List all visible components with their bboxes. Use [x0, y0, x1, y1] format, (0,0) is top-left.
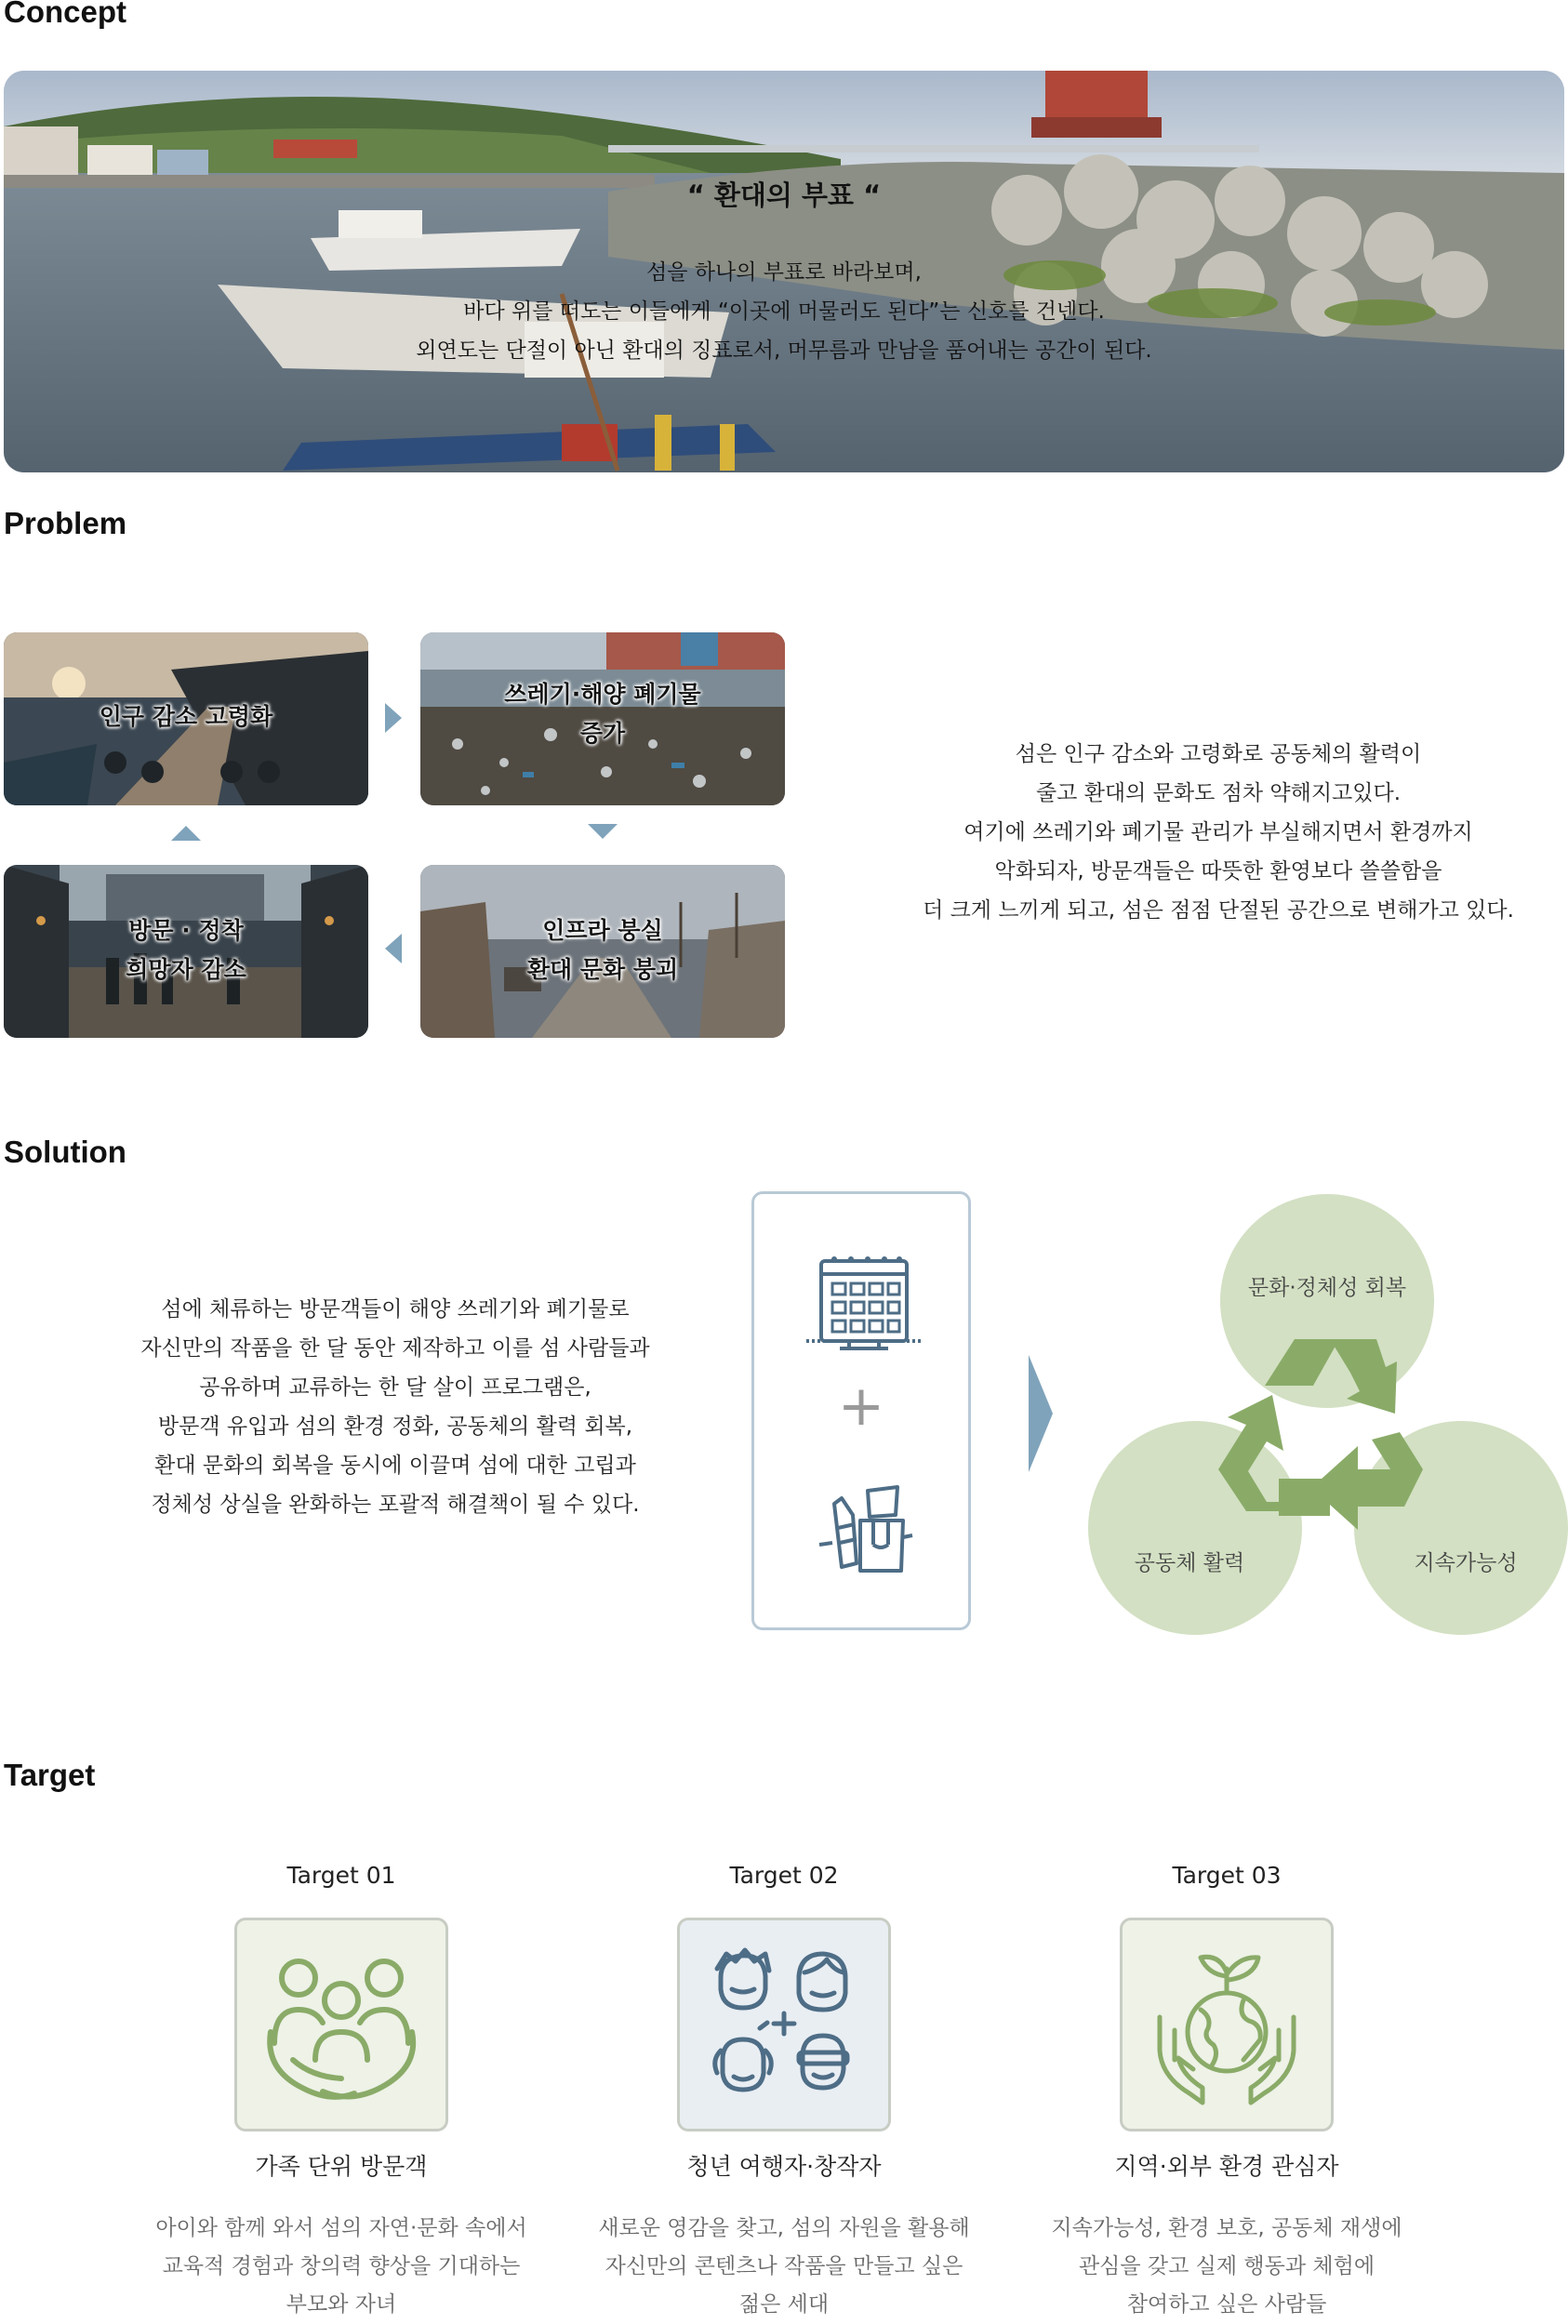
problem-card-aging [4, 632, 368, 805]
target-3-name: 지역·외부 환경 관심자 [1114, 2153, 1339, 2180]
family-hug-icon [237, 1920, 445, 2129]
target-3-description [1003, 2210, 1450, 2324]
target-1-icon-box [234, 1918, 448, 2131]
solution-paragraph-line-6: 정체성 상실을 완화하는 포괄적 해결책이 될 수 있다. [151, 1493, 640, 1517]
target-1-description [118, 2210, 565, 2324]
target-2-description [561, 2210, 1007, 2324]
concept-text-overlay [4, 71, 1564, 472]
trash-bottles-icon [814, 1478, 916, 1580]
problem-card-infrastructure [420, 865, 785, 1038]
problem-card-infrastructure-label-1: 인프라 붕실 [542, 917, 663, 944]
target-2-desc-line-2: 자신만의 콘텐츠나 작품을 만들고 싶은 [605, 2254, 963, 2278]
solution-paragraph [102, 1290, 688, 1524]
arrow-down-icon [586, 822, 619, 841]
target-2-icon-box [677, 1918, 891, 2131]
problem-paragraph-line-2: 줄고 환대의 문화도 점차 약해지고있다. [1035, 781, 1402, 805]
plus-sign: + [837, 1374, 885, 1439]
problem-card-waste-label-2: 증가 [579, 720, 626, 747]
solution-paragraph-line-1: 섬에 체류하는 방문객들이 해양 쓰레기와 폐기물로 [161, 1297, 630, 1321]
arrow-up-icon [169, 824, 203, 843]
target-2-label: Target 02 [729, 1862, 839, 1889]
target-1-desc-line-3: 부모와 자녀 [286, 2292, 397, 2317]
target-1-desc-line-1: 아이와 함께 와서 섬의 자연·문화 속에서 [155, 2216, 527, 2240]
cycle-label-community: 공동체 활력 [1134, 1551, 1245, 1575]
recycle-arrows-icon [1190, 1321, 1469, 1562]
problem-paragraph [874, 735, 1562, 930]
earth-in-hands-icon [1123, 1920, 1331, 2129]
target-3-desc-line-3: 참여하고 싶은 사람들 [1126, 2292, 1327, 2317]
concept-line-1: 섬을 하나의 부표로 바라보며, [646, 260, 922, 285]
concept-line-3: 외연도는 단절이 아닌 환대의 징표로서, 머무름과 만남을 품어내는 공간이 된다. [416, 339, 1152, 363]
problem-card-waste-label-1: 쓰레기·해양 폐기물 [504, 681, 701, 708]
target-3-label: Target 03 [1172, 1862, 1282, 1889]
target-3-desc-line-1: 지속가능성, 환경 보호, 공동체 재생에 [1051, 2216, 1402, 2240]
solution-formula-box [751, 1191, 971, 1630]
arrow-right-large-icon [1027, 1353, 1055, 1474]
target-1-desc-line-2: 교육적 경험과 창의력 향상을 기대하는 [162, 2254, 521, 2278]
problem-paragraph-line-4: 악화되자, 방문객들은 따뜻한 환영보다 쓸쓸함을 [994, 859, 1442, 883]
target-1-label: Target 01 [286, 1862, 396, 1889]
cycle-label-sustainability: 지속가능성 [1414, 1551, 1518, 1575]
solution-paragraph-line-5: 환대 문화의 회복을 동시에 이끌며 섬에 대한 고립과 [154, 1454, 636, 1478]
problem-paragraph-line-5: 더 크게 느끼게 되고, 섬은 점점 단절된 공간으로 변해가고 있다. [923, 898, 1514, 923]
problem-paragraph-line-3: 여기에 쓰레기와 폐기물 관리가 부실해지면서 환경까지 [963, 820, 1473, 844]
target-3-desc-line-2: 관심을 갖고 실제 행동과 체험에 [1078, 2254, 1375, 2278]
problem-card-aging-label: 인구 감소 고령화 [99, 703, 273, 730]
problem-card-waste [420, 632, 785, 805]
calendar-icon [803, 1250, 925, 1354]
solution-paragraph-line-2: 자신만의 작품을 한 달 동안 제작하고 이를 섬 사람들과 [140, 1336, 650, 1361]
concept-heading: Concept [4, 0, 126, 29]
solution-paragraph-line-3: 공유하며 교류하는 한 달 살이 프로그램은, [199, 1375, 591, 1400]
target-1-name: 가족 단위 방문객 [255, 2153, 428, 2180]
young-creators-icon [680, 1920, 888, 2129]
target-3-icon-box [1120, 1918, 1334, 2131]
concept-title: “ 환대의 부표 “ [686, 179, 882, 211]
concept-banner-image [4, 71, 1564, 472]
problem-card-visitors-label-1: 방문 · 정착 [128, 917, 244, 944]
problem-card-visitors [4, 865, 368, 1038]
problem-paragraph-line-1: 섬은 인구 감소와 고령화로 공동체의 활력이 [1015, 742, 1422, 766]
arrow-right-icon [381, 701, 404, 735]
target-2-name: 청년 여행자·창작자 [686, 2153, 882, 2180]
target-heading: Target [4, 1758, 96, 1792]
problem-card-visitors-label-2: 희망자 감소 [126, 956, 246, 983]
cycle-label-culture: 문화·정체성 회복 [1247, 1276, 1407, 1300]
target-2-desc-line-1: 새로운 영감을 찾고, 섬의 자원을 활용해 [598, 2216, 970, 2240]
concept-line-2: 바다 위를 떠도는 이들에게 “이곳에 머물러도 된다”는 신호를 건넨다. [463, 299, 1105, 324]
target-2-desc-line-3: 젊은 세대 [738, 2292, 830, 2317]
solution-heading: Solution [4, 1135, 126, 1169]
solution-paragraph-line-4: 방문객 유입과 섬의 환경 정화, 공동체의 활력 회복, [157, 1414, 633, 1439]
problem-heading: Problem [4, 506, 127, 540]
problem-card-infrastructure-label-2: 환대 문화 붕괴 [526, 956, 679, 983]
arrow-left-icon [383, 932, 405, 965]
